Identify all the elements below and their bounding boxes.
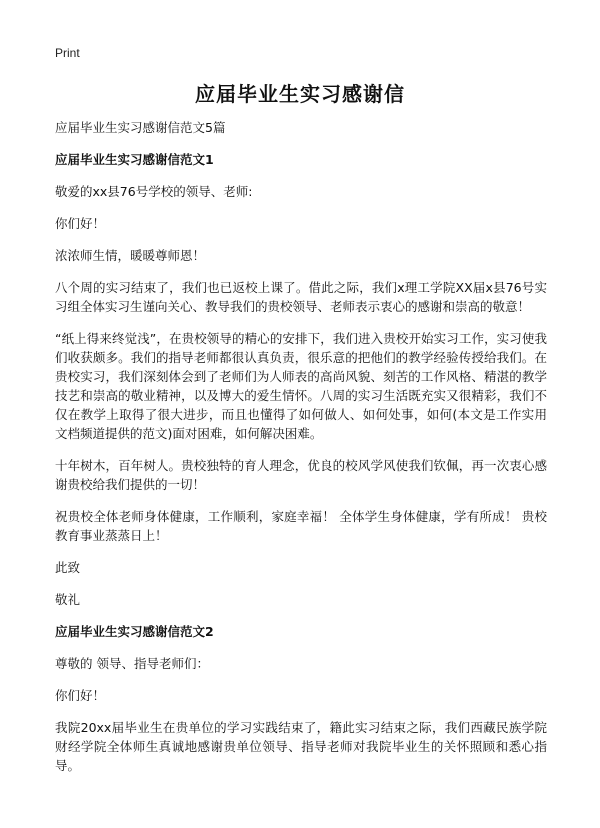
page-title: 应届毕业生实习感谢信 [195,82,405,106]
paragraph: 敬礼 [55,592,81,607]
print-label[interactable]: Print [55,46,80,60]
section-heading-2: 应届毕业生实习感谢信范文2 [55,624,214,639]
paragraph: 祝贵校全体老师身体健康，工作顺利，家庭幸福！ 全体学生身体健康，学有所成！ 贵校教育事业蒸蒸日上！ [55,509,547,543]
section-heading-1: 应届毕业生实习感谢信范文1 [55,152,214,167]
paragraph: 我院20xx届毕业生在贵单位的学习实践结束了，籍此实习结束之际，我们西藏民族学院财经学院全体师生真诚地感谢贵单位领导、指导老师对我院毕业生的关怀照顾和悉心指导。 [55,720,547,773]
paragraph: 尊敬的 领导、指导老师们： [55,656,209,671]
document-subtitle: 应届毕业生实习感谢信范文5篇 [55,120,226,135]
paragraph: 十年树木，百年树人。贵校独特的育人理念，优良的校风学风使我们钦佩，再一次衷心感谢贵校给我们提供的一切！ [55,458,547,492]
paragraph: 此致 [55,560,81,575]
paragraph: 八个周的实习结束了，我们也已返校上课了。借此之际，我们x理工学院XX届x县76号实习组全体实习生谨向关心、教导我们的贵校领导、老师表示衷心的感谢和崇高的敬意！ [55,280,547,314]
paragraph: 你们好！ [55,688,106,703]
paragraph: 敬爱的xx县76号学校的领导、老师: [55,184,253,199]
paragraph: 你们好！ [55,216,106,231]
document-body [55,118,547,788]
paragraph: 浓浓师生情，暖暖尊师恩！ [55,248,206,263]
paragraph: “纸上得来终觉浅”，在贵校领导的精心的安排下，我们进入贵校开始实习工作，实习使我们收获颇多。我们的指导老师都很认真负责，很乐意的把他们的教学经验传授给我们。在贵校实习，我们深刻体会到了老师们为人师表的高尚风貌、刻苦的工作风格、精湛的教学技艺和崇高的敬业精神，以及博大的爱生情怀。八周的实习生活既充实又很精彩，我们不仅在教学上取得了很大进步，而且也懂得了如何做人、如何处事，如何(本文是工作实用文档频道提供的范文)面对困难，如何解决困难。 [55,331,547,441]
